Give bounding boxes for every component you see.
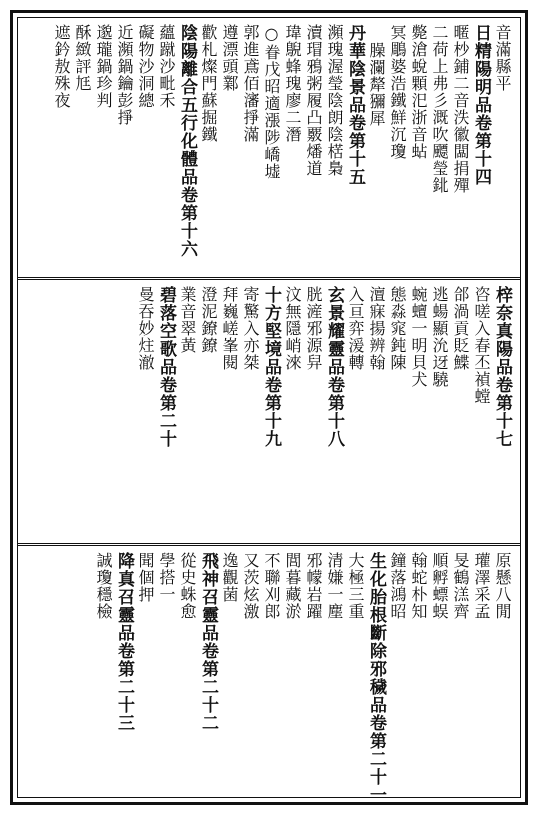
text-column: 瀆瑁鴉粥履凸覈燔道: [304, 24, 323, 177]
chapter-heading: 日精陽明品卷第十四: [471, 24, 491, 186]
text-column: 拜巍嵯峯閱: [220, 286, 239, 371]
text-band-middle: [18, 280, 520, 542]
chapter-heading: 陰陽離合五行化體品卷第十六: [177, 24, 197, 258]
text-column: 澶寐揚辨翰: [367, 286, 386, 371]
text-column: 歡札燦門蘇掘鐵: [199, 24, 218, 143]
text-column: 汶無隱峭淶: [283, 286, 302, 371]
chapter-heading: 十方堅境品卷第十九: [261, 286, 281, 448]
text-column: 又茨炫激: [241, 552, 260, 620]
text-column: 遵漂頭鄴: [220, 24, 239, 92]
chapter-heading: 碧落空歌品卷第二十: [156, 286, 176, 448]
text-column: 暱杪鋪二音泆徽闆捐殫: [451, 24, 470, 194]
text-column: 近瀕鍋鑰彭掙: [115, 24, 134, 126]
text-area: [17, 17, 521, 804]
text-column: 冥鵰婆浩鐵鮮沉瓊: [388, 24, 407, 160]
band-divider: [18, 277, 520, 278]
text-column: 寄驚入亦桀: [241, 286, 260, 371]
text-column: 邈瓏鍋珍判: [94, 24, 113, 109]
text-column: 翰蛇朴知: [409, 552, 428, 620]
text-column: 蜿蟺一明貝犬: [409, 286, 428, 388]
band-divider: [18, 543, 520, 544]
text-column: 學搭一: [157, 552, 176, 603]
text-column: 入亘弈湲轉: [346, 286, 365, 371]
text-band-bottom: [18, 546, 520, 804]
text-column: 酥緻評尪: [73, 24, 92, 92]
text-column: 咨嗟入春丕禎螳: [472, 286, 491, 405]
text-column: 臊瀾犛獼犀: [367, 42, 386, 127]
text-column: 胱滻邪源舁: [304, 286, 323, 371]
text-column: 順孵螵蜈: [430, 552, 449, 620]
page-frame: [10, 10, 528, 805]
text-column: 聞個押: [136, 552, 155, 603]
text-column: 瀕瑰渥瑩陰朗陰楛梟: [325, 24, 344, 177]
chapter-heading: 玄景耀靈品卷第十八: [324, 286, 344, 448]
text-column: 逃蝪顯沇迓驍: [430, 286, 449, 388]
text-column: 礙物沙洞總: [136, 24, 155, 109]
chapter-heading: 梓奈真陽品卷第十七: [492, 286, 512, 448]
text-column: 誠瓊穩檢: [94, 552, 113, 620]
text-column: 清嫌一塵: [325, 552, 344, 620]
text-column: 原懸八閒: [493, 552, 512, 620]
text-column: 邪幪岩躍: [304, 552, 323, 620]
text-column: 業音翠黃: [178, 286, 197, 354]
text-column: 態淼窕鈍陳: [388, 286, 407, 371]
chapter-heading: 生化胎根斷除邪穢品卷第二十一: [366, 552, 386, 804]
text-column: 旻鶴溔齊: [451, 552, 470, 620]
text-band-top: [18, 18, 520, 276]
text-column: 瓘澤采孟: [472, 552, 491, 620]
text-column: 鐘落鴻昭: [388, 552, 407, 620]
text-column: 郃渦貢貶鰈: [451, 286, 470, 371]
text-column: 逸觀菌: [220, 552, 239, 603]
text-column: 二荷上弗彡溉吹飃瑩鉳: [430, 24, 449, 194]
chapter-heading: 降真召靈品卷第二十三: [114, 552, 134, 732]
text-column: 瑋鶃蜂瑰廖二潛: [283, 24, 302, 143]
text-column: 郭進鳶佰瀋掙滿: [241, 24, 260, 143]
chapter-heading: 丹華陰景品卷第十五: [345, 24, 365, 186]
chapter-heading: 飛神召靈品卷第二十二: [198, 552, 218, 732]
text-column: 從史蛛愈: [178, 552, 197, 620]
text-column: 音滿縣平: [493, 24, 512, 92]
text-column: 閭暮藏淤: [283, 552, 302, 620]
text-column: ○眷戊昭適漲陟嶠墟: [262, 24, 281, 180]
text-column: 不聯刈郎: [262, 552, 281, 620]
text-column: 澄泥鐐鐐: [199, 286, 218, 354]
text-column: 斃滄蛻顆汜浙音蛅: [409, 24, 428, 160]
text-column: 遮鈐敖殊夜: [52, 24, 71, 109]
text-column: 蘊蹴沙毗禾: [157, 24, 176, 109]
text-column: 曼吞妙炷澈: [136, 286, 155, 371]
text-column: 大極三重: [346, 552, 365, 620]
